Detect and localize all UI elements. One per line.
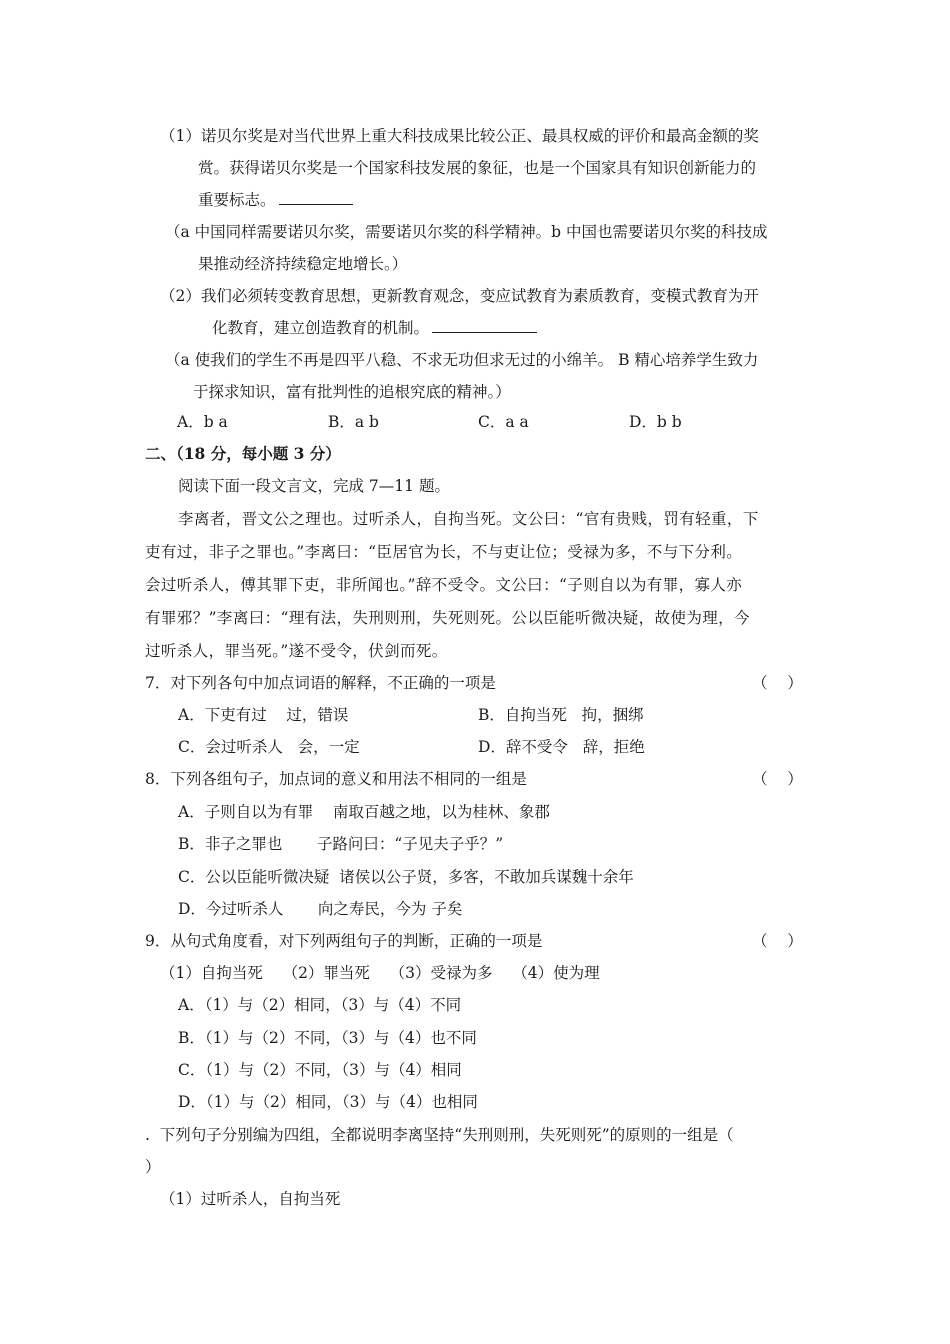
passage-line-3: 会过听杀人，傅其罪下吏，非所闻也。”辞不受令。文公曰：“子则自以为有罪，寡人亦 — [145, 576, 743, 594]
q8-option-a: A．子则自以为有罪 南取百越之地，以为桂林、象郡 — [178, 803, 550, 821]
q7-answer-paren[interactable]: （ ） — [752, 674, 803, 692]
q2-line-2-text: 化教育，建立创造教育的机制。 — [212, 319, 430, 337]
q8-option-b: B．非子之罪也 子路问曰：“子见夫子乎？” — [178, 835, 504, 853]
passage-line-1: 李离者，晋文公之理也。过听杀人，自拘当死。文公曰：“官有贵贱，罚有轻重，下 — [178, 510, 759, 528]
answer-blank-1[interactable] — [279, 190, 353, 205]
q1-options-line-1: （a 中国同样需要诺贝尔奖，需要诺贝尔奖的科学精神。b 中国也需要诺贝尔奖的科技成 — [165, 223, 768, 241]
choice-d: D．b b — [629, 413, 682, 431]
answer-blank-2[interactable] — [432, 318, 537, 333]
section-heading: 二、（18 分，每小题 3 分） — [145, 444, 341, 463]
q1-line-3-text: 重要标志。 — [198, 191, 276, 209]
q8-option-c: C．公以臣能听微决疑 诸侯以公子贤，多客，不敢加兵谋魏十余年 — [178, 868, 634, 886]
q9-option-b: B．（1）与（2）不同，（3）与（4）也不同 — [178, 1029, 477, 1047]
q7-option-a: A．下吏有过 过，错误 — [178, 706, 349, 724]
q2-options-line-1: （a 使我们的学生不再是四平八稳、不求无功但求无过的小绵羊。 B 精心培养学生致力 — [165, 351, 759, 369]
q7-option-d: D．辞不受令 辞，拒绝 — [478, 738, 645, 756]
q1-line-2: 赏。获得诺贝尔奖是一个国家科技发展的象征，也是一个国家具有知识创新能力的 — [198, 159, 757, 177]
q7-option-c: C．会过听杀人 会，一定 — [178, 738, 360, 756]
q2-line-2 — [212, 317, 537, 339]
q10-stem-continued: ） — [145, 1158, 161, 1176]
q2-options-line-2: 于探求知识，富有批判性的追根究底的精神。） — [193, 383, 511, 401]
passage-line-2: 吏有过，非子之罪也。”李离曰：“臣居官为长，不与吏让位；受禄为多，不与下分利。 — [145, 543, 743, 561]
q1-line-3 — [198, 189, 353, 211]
passage-line-5: 过听杀人，罪当死。”遂不受令，伏剑而死。 — [145, 642, 448, 660]
q7-stem: 7．对下列各句中加点词语的解释，不正确的一项是 — [145, 674, 496, 692]
q1-line-1: （1）诺贝尔奖是对当代世界上重大科技成果比较公正、最具权威的评价和最高金额的奖 — [160, 127, 759, 145]
q2-line-1: （2）我们必须转变教育思想，更新教育观念，变应试教育为素质教育，变模式教育为开 — [160, 287, 759, 305]
choice-a: A．b a — [177, 413, 228, 431]
q9-stem: 9．从句式角度看，对下列两组句子的判断，正确的一项是 — [145, 932, 543, 950]
q10-item-1: （1）过听杀人，自拘当死 — [160, 1190, 341, 1208]
q8-stem: 8．下列各组句子，加点词的意义和用法不相同的一组是 — [145, 770, 527, 788]
choice-b: B．a b — [328, 413, 379, 431]
q8-answer-paren[interactable]: （ ） — [752, 770, 803, 788]
q9-option-a: A．（1）与（2）相同，（3）与（4）不同 — [178, 996, 462, 1014]
q10-stem: . 下列句子分别编为四组，全都说明李离坚持“失刑则刑，失死则死”的原则的一组是（ — [145, 1126, 734, 1144]
q9-answer-paren[interactable]: （ ） — [752, 932, 803, 950]
instruction: 阅读下面一段文言文，完成 7—11 题。 — [178, 477, 450, 495]
passage-line-4: 有罪邪？”李离曰：“理有法，失刑则刑，失死则死。公以臣能听微决疑，故使为理，今 — [145, 609, 750, 627]
choice-c: C．a a — [478, 413, 529, 431]
q1-options-line-2: 果推动经济持续稳定地增长。） — [198, 255, 408, 273]
q8-option-d: D．今过听杀人 向之寿民，今为 子矣 — [178, 900, 463, 918]
q9-option-c: C．（1）与（2）不同，（3）与（4）相同 — [178, 1061, 462, 1079]
q9-option-d: D．（1）与（2）相同，（3）与（4）也相同 — [178, 1093, 478, 1111]
q7-option-b: B．自拘当死 拘，捆绑 — [478, 706, 644, 724]
q9-items: （1）自拘当死 （2）罪当死 （3）受禄为多 （4）使为理 — [160, 964, 600, 982]
